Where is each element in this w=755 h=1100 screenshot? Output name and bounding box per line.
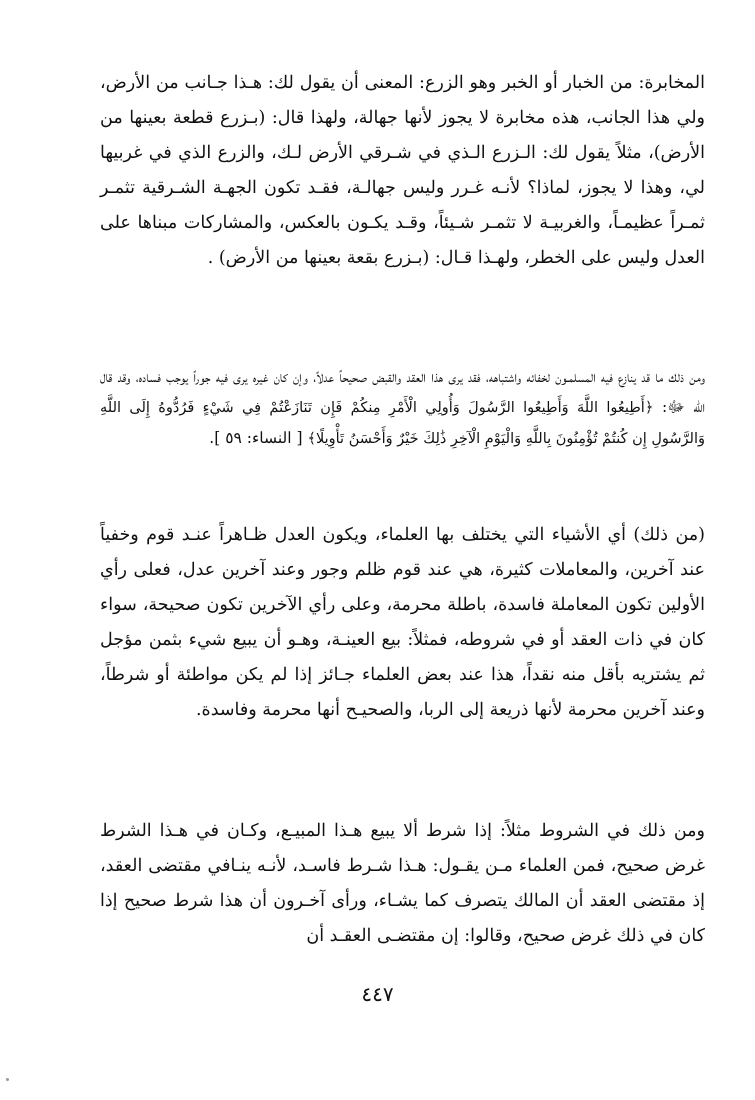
paragraph-shurut: ومن ذلك في الشروط مثلاً: إذا شرط ألا يبيع هـذا المبيـع، وكـان في هـذا الشرط غرض صحيح، فمن العلماء مـن يقـول: هـذا شـرط فاسـد، لأنـه ينـافي مقتضى العقد، إذ مقتضى العقد أن المالك يتصرف كما يشـاء، ورأى آخـرون أن هذا شرط صحيح إذا كان في ذلك غرض صحيح، وقالوا: إن مقتضـى العقـد أن — [100, 821, 705, 946]
paragraph-quran-quote — [100, 362, 705, 454]
page-number: ٤٤٧ — [361, 982, 394, 1006]
paragraph-text: ومن ذلك ما قد ينازع فيه المسلمـون لخفائه واشتباهه، فقد يرى هذا العقد والقبض صحيحاً عدلاً، وإن كان غيره يرى فيه جوراً يوجب فساده، وقد قال الله ﷻ: — [100, 368, 705, 416]
scan-speck — [6, 1078, 9, 1081]
paragraph-mukhabara: المخابرة: من الخبار أو الخبر وهو الزرع: المعنى أن يقول لك: هـذا جـانب من الأرض، ولي هذا الجانب، هذه مخابرة لا يجوز لأنها جهالة، ولهذا قال: (بـزرع قطعة بعينها من الأرض)، مثلاً يقول لك: الـزرع الـذي في شـرقي الأرض لـك، والزرع الذي في غربيها لي، وهذا لا يجوز، لماذا؟ لأنـه غـرر وليس جهالـة، فقـد تكون الجهـة الشـرقية تثمـر ثمـراً عظيمـاً، والغربيـة لا تثمـر شـيئاً، وقـد يكـون بالعكس، والمشاركات مبناها على العدل وليس على الخطر، ولهـذا قـال: (بـزرع بقعة بعينها من الأرض) . — [100, 73, 705, 268]
verse-citation: [ النساء: ٥٩ ]. — [209, 429, 303, 447]
paragraph-min-dhalik: (من ذلك) أي الأشياء التي يختلف بها العلماء، ويكون العدل ظـاهراً عنـد قوم وخفياً عند آخرين، والمعاملات كثيرة، هي عند قوم ظلم وجور وعند آخرين عدل، فعلى رأي الأولين تكون المعاملة فاسدة، باطلة محرمة، وعلى رأي الآخرين تكون صحيحة، سواء كان في ذات العقد أو في شروطه، فمثلاً: بيع العينـة، وهـو أن يبيع شيء بثمن مؤجل ثم يشتريه بأقل منه نقداً، هذا عند بعض العلماء جـائز إذا لم يكن مواطئة أو شرطاً، وعند آخرين محرمة لأنها ذريعة إلى الربا، والصحيـح أنها محرمة وفاسدة. — [100, 525, 705, 720]
quran-verse: ﴿أَطِيعُوا اللَّهَ وَأَطِيعُوا الرَّسُولَ وَأُولِي الْأَمْرِ مِنكُمْ فَإِن تَنَازَعْتُمْ فِي شَيْءٍ فَرُدُّوهُ إِلَى اللَّهِ وَالرَّسُولِ إِن كُنتُمْ تُؤْمِنُونَ بِاللَّهِ وَالْيَوْمِ الْآخِرِ ذَٰلِكَ خَيْرٌ وَأَحْسَنُ تَأْوِيلًا﴾ — [100, 400, 705, 447]
